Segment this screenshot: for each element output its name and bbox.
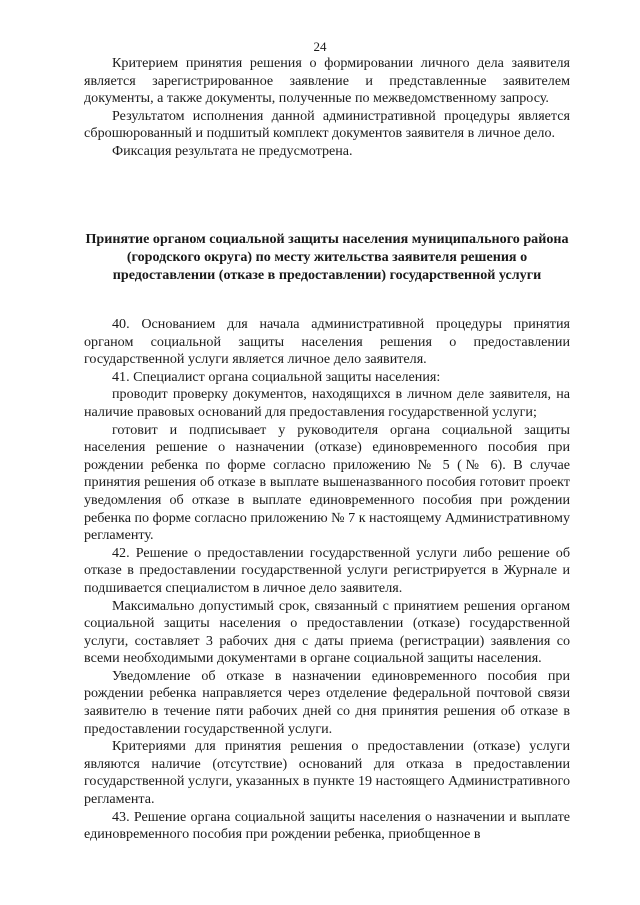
section-heading-text: Принятие органом социальной защиты населения муниципального района (городского округа) по месту жительства заявителя решения о предоставлении (отказе в предоставлении) государственной услуги [85,231,569,283]
paragraph: Критериями для принятия решения о предоставлении (отказе) услуги являются наличие (отсутствие) оснований для отказа в предоставлении государственной услуги, указанных в пункте 19 настоящего Административного регламента. [84,738,570,808]
body-section [84,316,570,844]
paragraph: 42. Решение о предоставлении государственной услуги либо решение об отказе в предоставлении государственной услуги регистрируется в Журнале и подшивается специалистом в личное дело заявителя. [84,544,570,596]
page-number: 24 [313,39,327,54]
intro-section [84,55,570,161]
paragraph: Критерием принятия решения о формировании личного дела заявителя является зарегистрированное заявление и представленные заявителем документы, а также документы, полученные по межведомственному запросу. [84,55,570,107]
paragraph: 40. Основанием для начала административной процедуры принятия органом социальной защиты населения решения о предоставлении государственной услуги является личное дело заявителя. [84,316,570,368]
paragraph: Уведомление об отказе в назначении единовременного пособия при рождении ребенка направляется через отделение федеральной почтовой связи заявителю в течение пяти рабочих дней со дня принятия решения об отказе в предоставлении государственной услуги. [84,667,570,737]
section-heading [84,230,570,284]
paragraph: готовит и подписывает у руководителя органа социальной защиты населения решение о назначении (отказе) единовременного пособия при рождении ребенка по форме согласно приложению № 5 (№ 6). В случае принятия решения об отказе в выплате вышеназванного пособия готовит проект уведомления об отказе в выплате единовременного пособия при рождении ребенка по форме согласно приложению № 7 к настоящему Административному регламенту. [84,421,571,544]
paragraph: Фиксация результата не предусмотрена. [112,142,353,159]
paragraph: 41. Специалист органа социальной защиты населения: [112,368,441,385]
paragraph: Результатом исполнения данной административной процедуры является сброшюрованный и подшитый комплект документов заявителя в личное дело. [84,107,570,142]
paragraph: проводит проверку документов, находящихся в личном деле заявителя, на наличие правовых оснований для предоставления государственной услуги; [84,386,570,420]
paragraph: 43. Решение органа социальной защиты населения о назначении и выплате единовременного пособия при рождении ребенка, приобщенное в [84,808,570,843]
paragraph: Максимально допустимый срок, связанный с принятием решения органом социальной защиты населения о предоставлении (отказе) государственной услуги, составляет 3 рабочих дня с даты приема (регистрации) заявления со всеми необходимыми документами в органе социальной защиты населения. [84,597,570,667]
